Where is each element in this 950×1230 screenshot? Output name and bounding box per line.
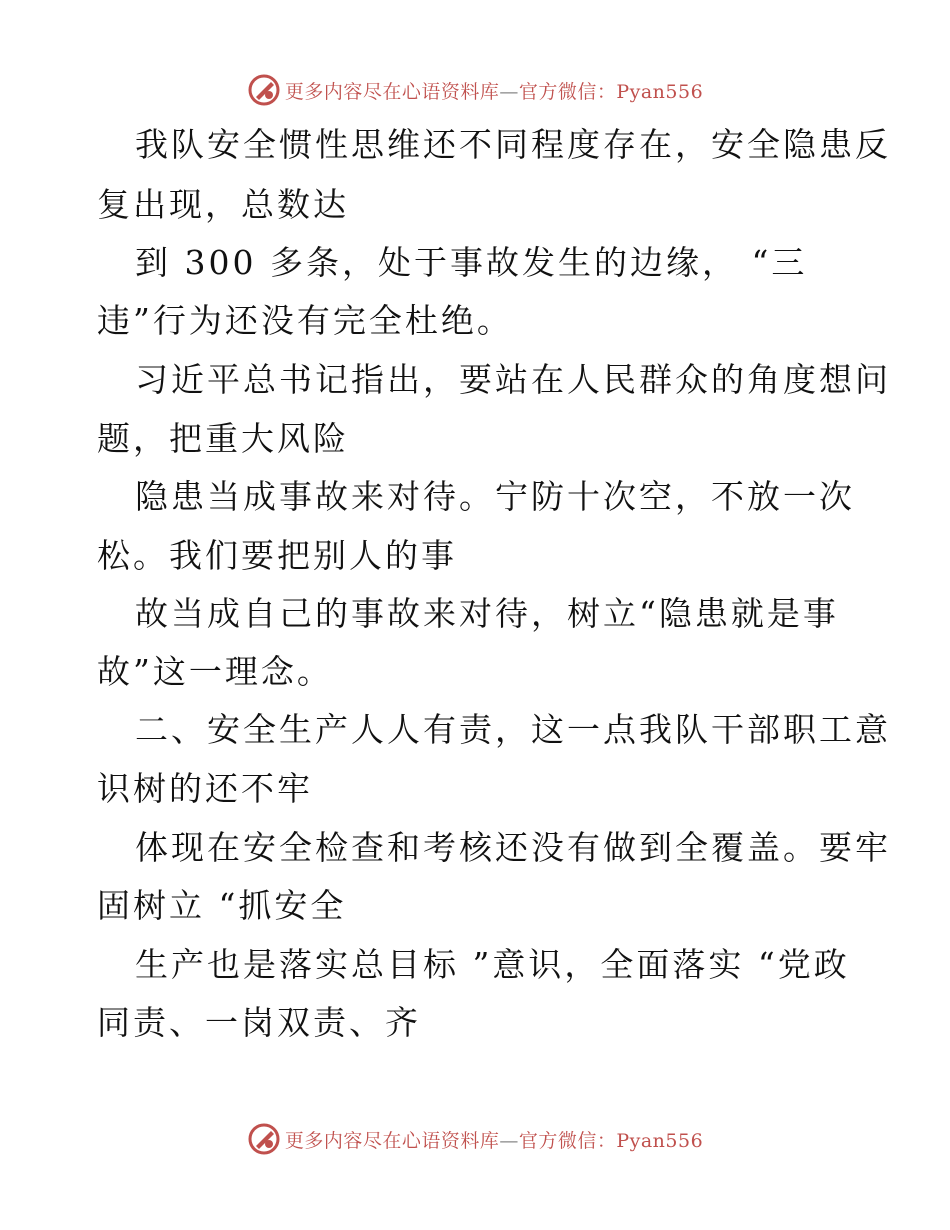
text-line: 违”行为还没有完全杜绝。 [97,301,513,340]
text-line: 松。我们要把别人的事 [97,536,457,575]
text-line: 生产也是落实总目标 ”意识，全面落实 “党政 [135,945,850,984]
watermark-title: 更多内容尽在心语资料库 [284,1129,500,1152]
watermark-separator: — [499,1129,519,1152]
text-line: 故当成自己的事故来对待，树立“隐患就是事 [135,594,839,633]
text-line: 固树立 “抓安全 [97,886,347,925]
watermark-separator: — [499,80,519,103]
watermark-wechat: 官方微信：Pyan556 [518,80,704,103]
text-line: 体现在安全检查和考核还没有做到全覆盖。要牢 [135,828,891,867]
header-watermark [0,70,950,110]
text-line: 隐患当成事故来对待。宁防十次空，不放一次 [135,477,855,516]
footer-watermark [0,1119,950,1159]
text-line: 故”这一理念。 [97,652,333,691]
text-line: 到 300 多条，处于事故发生的边缘， “三 [135,243,808,282]
watermark-wechat: 官方微信：Pyan556 [518,1129,704,1152]
logo-icon [247,73,281,107]
watermark-text [285,1126,703,1153]
text-line: 同责、一岗双责、齐 [97,1003,421,1042]
text-line: 题，把重大风险 [97,419,349,458]
text-line: 习近平总书记指出，要站在人民群众的角度想问 [135,360,891,399]
text-line: 我队安全惯性思维还不同程度存在，安全隐患反 [135,125,891,164]
text-line: 识树的还不牢 [97,769,313,808]
logo-icon [247,1122,281,1156]
text-line: 二、安全生产人人有责，这一点我队干部职工意 [135,710,891,749]
watermark-text [285,77,703,104]
text-line: 复出现，总数达 [97,185,349,224]
watermark-title: 更多内容尽在心语资料库 [284,80,500,103]
